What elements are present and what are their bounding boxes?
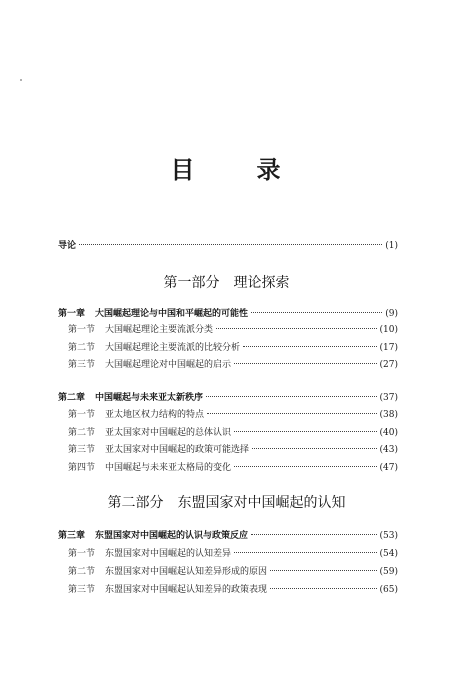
entry-title: 中国崛起与未来亚太新秩序 [95, 393, 204, 403]
toc-entry-section[interactable] [68, 409, 398, 421]
page-number: (53) [379, 531, 398, 541]
section-number: 第二节 [68, 343, 96, 353]
page-number: (40) [379, 428, 398, 438]
leader-dots [234, 466, 376, 467]
entry-title: 亚太国家对中国崛起的总体认识 [105, 428, 232, 438]
section-number: 第三节 [68, 445, 96, 455]
leader-dots [206, 396, 376, 397]
part-heading: 第二部分 东盟国家对中国崛起的认知 [107, 495, 346, 511]
page-number: (47) [379, 463, 398, 473]
page-number: (17) [379, 343, 398, 353]
toc-title [0, 150, 453, 185]
toc-entry-section[interactable] [68, 584, 398, 596]
section-number: 第二节 [68, 428, 96, 438]
leader-dots [234, 363, 376, 364]
leader-dots [243, 346, 376, 347]
scan-speck [20, 79, 22, 81]
toc-entry-chapter[interactable] [58, 392, 398, 404]
page-number: (10) [379, 325, 398, 335]
page-number: (54) [379, 549, 398, 559]
leader-dots [207, 413, 376, 414]
leader-dots [251, 312, 382, 313]
entry-title: 亚太国家对中国崛起的政策可能选择 [105, 445, 250, 455]
page-number: (27) [379, 360, 398, 370]
toc-entry-chapter[interactable] [58, 530, 398, 542]
toc-title-left: 目 [170, 156, 197, 184]
entry-title: 大国崛起理论主要流派分类 [105, 325, 214, 335]
entry-title: 东盟国家对中国崛起的认识与政策反应 [95, 531, 249, 541]
chapter-number: 第一章 [58, 309, 86, 319]
section-number: 第一节 [68, 410, 96, 420]
entry-title: 导论 [58, 241, 77, 251]
toc-entry-section[interactable] [68, 342, 398, 354]
leader-dots [216, 328, 376, 329]
leader-dots [270, 588, 376, 589]
entry-title: 东盟国家对中国崛起的认知差异 [105, 549, 232, 559]
entry-title: 大国崛起理论对中国崛起的启示 [105, 360, 232, 370]
toc-entry-section[interactable] [68, 444, 398, 456]
toc-entry-intro[interactable] [58, 240, 398, 252]
toc-entry-section[interactable] [68, 427, 398, 439]
part-heading: 第一部分 理论探索 [163, 275, 290, 291]
page-number: (65) [379, 585, 398, 595]
toc-entry-section[interactable] [68, 462, 398, 474]
chapter-number: 第二章 [58, 393, 86, 403]
leader-dots [251, 534, 376, 535]
leader-dots [234, 431, 376, 432]
leader-dots [252, 448, 376, 449]
section-number: 第一节 [68, 549, 96, 559]
section-number: 第四节 [68, 463, 96, 473]
section-number: 第一节 [68, 325, 96, 335]
chapter-number: 第三章 [58, 531, 86, 541]
leader-dots [234, 552, 376, 553]
entry-title: 中国崛起与未来亚太格局的变化 [105, 463, 232, 473]
leader-dots [79, 244, 382, 245]
entry-title: 亚太地区权力结构的特点 [105, 410, 205, 420]
toc-entry-chapter[interactable] [58, 308, 398, 320]
entry-title: 大国崛起理论与中国和平崛起的可能性 [95, 309, 249, 319]
section-number: 第二节 [68, 567, 96, 577]
toc-entry-section[interactable] [68, 359, 398, 371]
page-number: (1) [385, 241, 398, 251]
entry-title: 大国崛起理论主要流派的比较分析 [105, 343, 241, 353]
page-number: (37) [379, 393, 398, 403]
toc-title-right: 录 [256, 156, 283, 184]
toc-entry-section[interactable] [68, 324, 398, 336]
entry-title: 东盟国家对中国崛起认知差异形成的原因 [105, 567, 268, 577]
page-number: (38) [379, 410, 398, 420]
page-number: (43) [379, 445, 398, 455]
section-number: 第三节 [68, 360, 96, 370]
page-number: (9) [385, 309, 398, 319]
page-number: (59) [379, 567, 398, 577]
toc-entry-section[interactable] [68, 566, 398, 578]
section-number: 第三节 [68, 585, 96, 595]
leader-dots [270, 570, 376, 571]
toc-entry-section[interactable] [68, 548, 398, 560]
entry-title: 东盟国家对中国崛起认知差异的政策表现 [105, 585, 268, 595]
